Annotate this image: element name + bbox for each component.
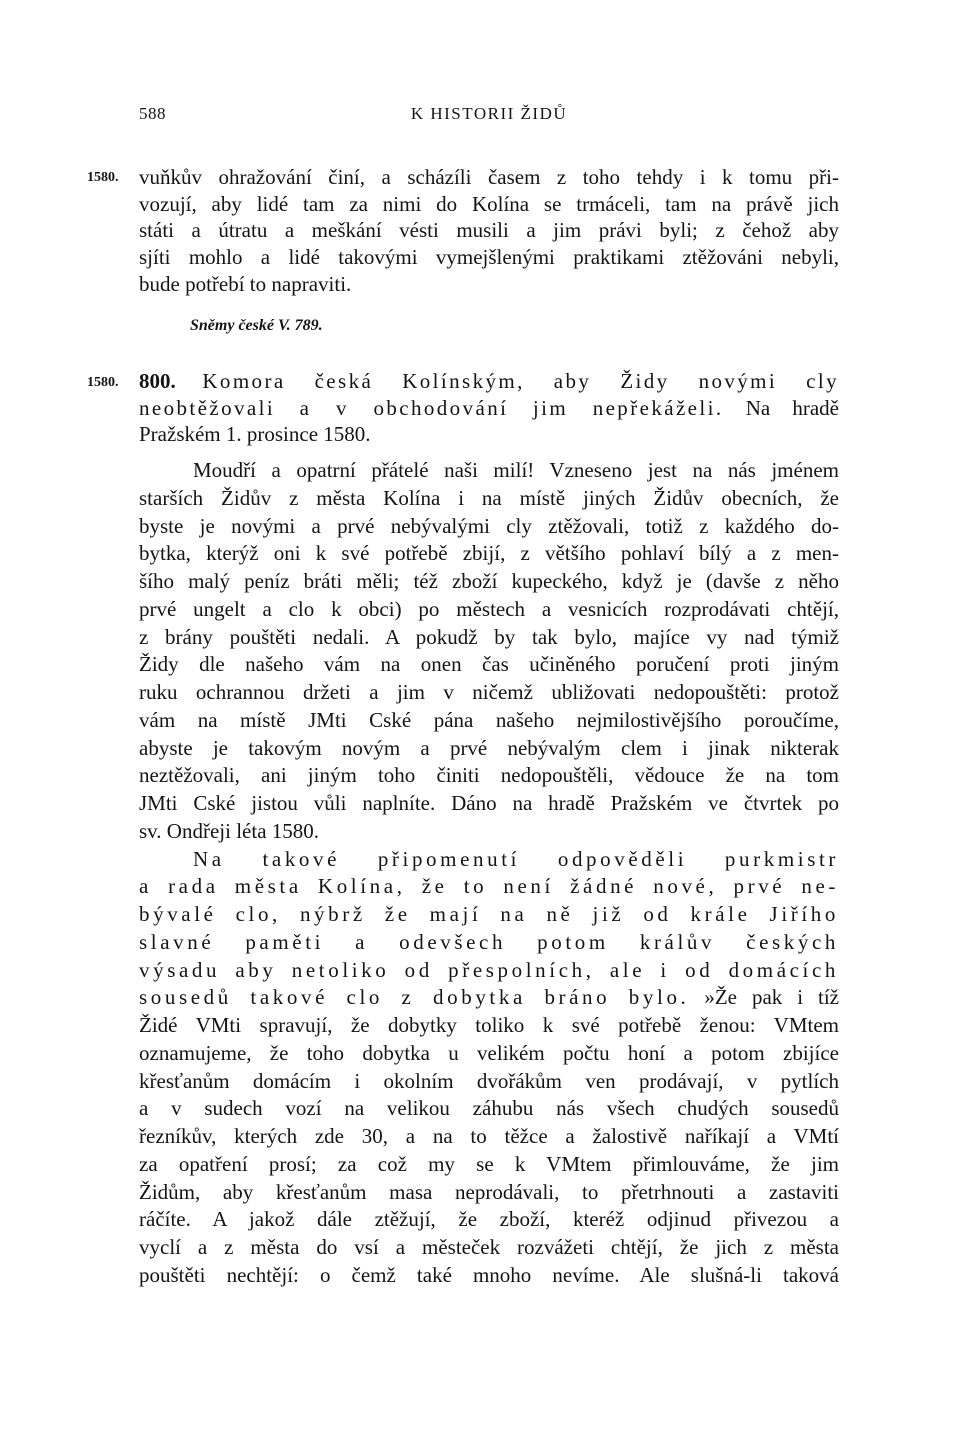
heading-line: Pražském 1. prosince 1580.	[139, 422, 371, 447]
document-number: 800.	[139, 369, 176, 393]
source-citation: Sněmy české V. 789.	[190, 317, 323, 334]
text-line: ruku ochrannou držeti a jim v ničemž ubližovati nedopouštěti: protož	[139, 680, 839, 704]
text-line: JMti Cské jistou vůli naplníte. Dáno na hradě Pražském ve čtvrtek po	[139, 791, 839, 815]
spaced-text: sousedů takové clo z dobytka bráno bylo.	[139, 985, 690, 1010]
text-line	[139, 984, 839, 1012]
text-line: křesťanům domácím i okolním dvořákům ven prodávají, v pytlích	[139, 1068, 839, 1093]
text-line: Moudří a opatrní přátelé naši milí! Vzneseno jest na nás jménem	[193, 458, 839, 482]
doc-800-heading	[139, 368, 839, 448]
text-line: vozují, aby lidé tam za nimi do Kolína se trmáceli, tam na právě jich	[139, 191, 839, 216]
text-line: státi a útratu a meškání vésti musili a jim právi byli; z čehož aby	[139, 218, 839, 243]
text-line: ráčíte. A jakož dále ztěžují, že zboží, kteréž odjinud přivezou a	[139, 1207, 839, 1232]
text-line: vyclí a z města do vsí a městeček rozvážeti chtějí, že jich z města	[139, 1235, 839, 1259]
text-line: neztěžovali, ani jiným toho činiti nedopouštěli, vědouce že na tom	[139, 763, 839, 788]
text-line: a v sudech vozí na velikou záhubu nás všech chudých sousedů	[139, 1096, 839, 1121]
text-line: za opatření prosí; za což my se k VMtem přimlouváme, že jim	[139, 1151, 839, 1176]
text-line: sjíti mohlo a lidé takovými vymejšlenými praktikami ztěžováni nebyli,	[139, 245, 839, 270]
text-line: vám na místě JMti Cské pána našeho nejmilostivějšího poroučíme,	[139, 707, 839, 732]
running-title: K HISTORII ŽIDŮ	[410, 104, 568, 123]
text-line: z brány pouštěti nedali. A pokudž by tak bylo, majíce vy nad týmiž	[139, 624, 839, 649]
text-line-spaced: Na takové připomenutí odpověděli purkmistr	[193, 846, 839, 871]
text-line: abyste je takovým novým a prvé nebývalým clem i jinak nikterak	[139, 735, 839, 760]
text-line-spaced: výsadu aby netoliko od přespolních, ale i od domácích	[139, 957, 839, 982]
text-line: řezníkův, kterých zde 30, a na to těžce a žalostivě naříkají a VMtí	[139, 1124, 839, 1148]
text-line: prvé ungelt a clo k obci) po městech a vesnicích rozprodávati chtějí,	[139, 596, 839, 621]
text-line: vuňkův ohražování činí, a scházíli časem z toho tehdy i k tomu při-	[139, 165, 839, 189]
doc-800-body	[139, 457, 839, 1290]
heading-spaced-text: neobtěžovali a v obchodování jim nepřekáželi.	[139, 395, 724, 420]
page-number: 588	[139, 104, 166, 123]
text-line: bytka, kterýž oni k své potřebě zbijí, z většího pohlaví bílý a z men-	[139, 541, 839, 566]
text-line: bude potřebí to napraviti.	[139, 271, 352, 296]
margin-year-800: 1580.	[87, 375, 119, 390]
text-line: Židy dle našeho vám na onen čas učiněného poručení proti jiným	[139, 652, 839, 677]
heading-line	[139, 368, 839, 395]
plain-text: »Že pak i tíž	[704, 985, 839, 1010]
text-line: pouštěti nechtějí: o čemž také mnoho nevíme. Ale slušná-li taková	[139, 1262, 839, 1287]
text-line-spaced: slavné paměti a odevšech potom králův českých	[139, 929, 839, 954]
text-line-spaced: bývalé clo, nýbrž že mají na ně již od krále Jiřího	[139, 902, 839, 926]
text-line: starších Židův z města Kolína i na místě jiných Židův obecních, že	[139, 485, 839, 510]
doc-799-ending	[139, 164, 839, 297]
heading-place: Na hradě	[745, 395, 840, 420]
text-line: sv. Ondřeji léta 1580.	[139, 818, 320, 843]
text-line-spaced: a rada města Kolína, že to není žádné nové, prvé ne-	[139, 874, 839, 899]
margin-year-799: 1580.	[87, 170, 119, 185]
heading-line	[139, 395, 839, 422]
page-header	[139, 104, 839, 128]
text-line: oznamujeme, že toho dobytka u velikém počtu honí a potom zbijíce	[139, 1040, 839, 1065]
text-line: šího malý peníz bráti měli; též zboží kupeckého, když je (davše z něho	[139, 569, 839, 593]
text-line: Židé VMti spravují, že dobytky toliko k své potřebě ženou: VMtem	[139, 1013, 839, 1037]
text-line: Židům, aby křesťanům masa neprodávali, to přetrhnouti a zastaviti	[139, 1179, 839, 1204]
text-line: byste je novými a prvé nebývalými cly ztěžovali, totiž z každého do-	[139, 513, 839, 538]
heading-spaced-text: Komora česká Kolínským, aby Židy novými cly	[202, 369, 839, 393]
